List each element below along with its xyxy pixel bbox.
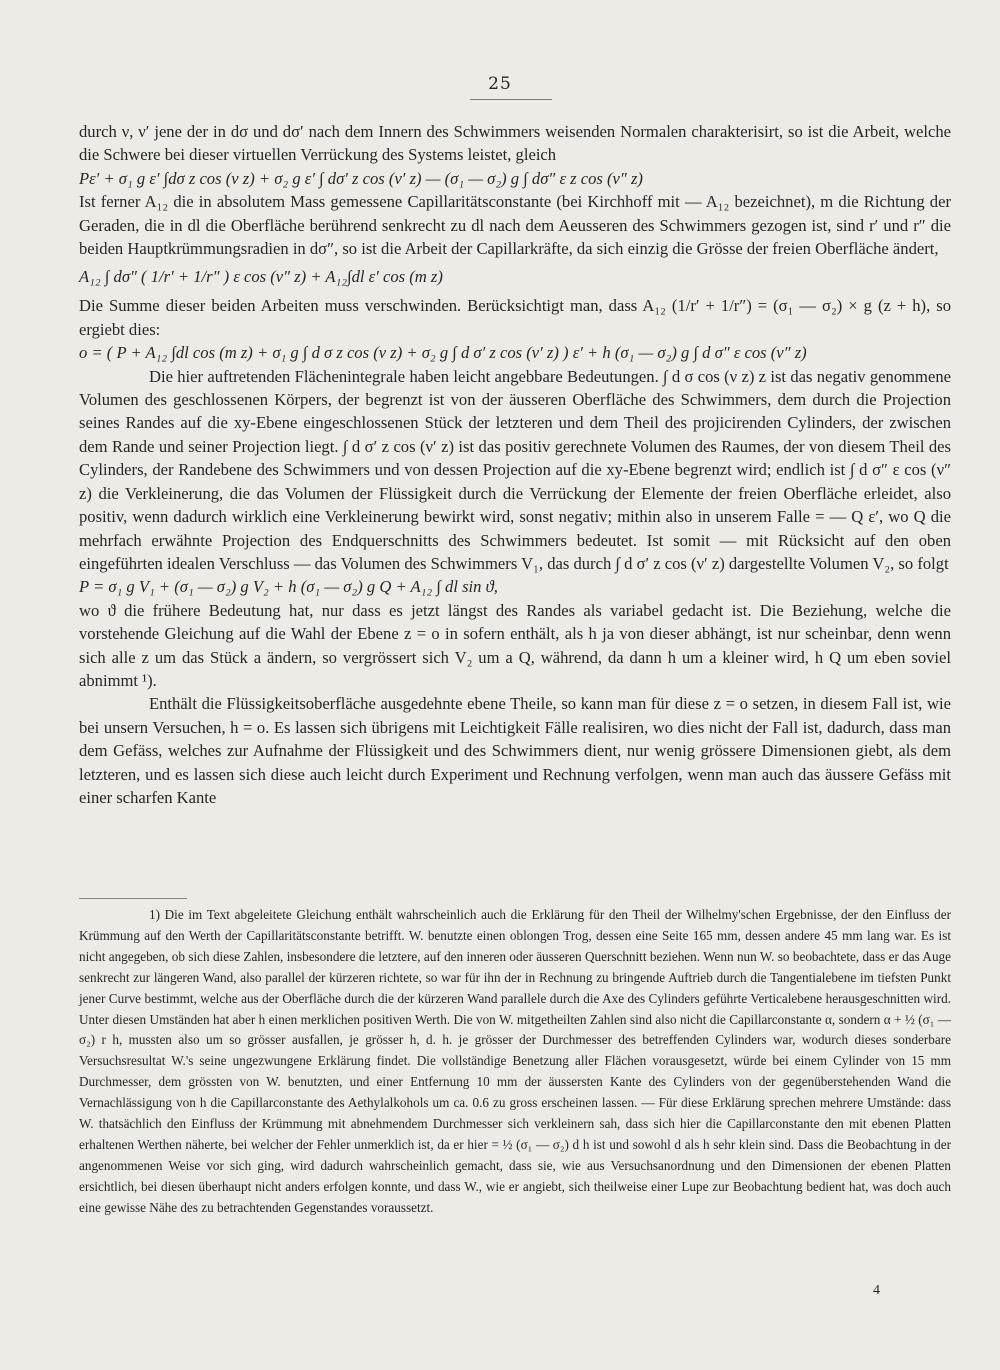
page-number: 25 xyxy=(488,74,512,94)
paragraph-3: Die Summe dieser beiden Arbeiten muss verschwinden. Berücksichtigt man, dass A₁₂ (1/r′ + 1/r″) = (σ₁ — σ₂) × g (z + h), so ergiebt dies: xyxy=(79,296,951,339)
footnote-1: 1) Die im Text abgeleitete Gleichung enthält wahrscheinlich auch die Erklärung für den Theil der Wilhelmy'schen Ergebnisse, der den Einfluss der Krümmung auf den Werth der Capillaritätsconstante betrifft. W. benutzte einen oblongen Trog, dessen eine Seite 165 mm, dessen andere 45 mm lang war. Es ist nicht angegeben, ob sich diese Zahlen, insbesondere die letztere, auf den inneren oder äusseren Querschnitt beziehen. Wenn nun W. so beobachtete, dass er das Auge senkrecht zur längeren Wand, also parallel der kürzeren richtete, so war für ihn der in Rechnung zu bringende Auftrieb durch die Tangentialebene im tiefsten Punkt jener Curve bestimmt, welche aus der Oberfläche durch die der kürzeren Wand parallele durch die Axe des Cylinders geführte Verticalebene herausgeschnitten wird. Unter diesen Umständen hat aber h einen merklichen positiven Werth. Die von W. mitgetheilten Zahlen sind also nicht die Capillarconstante α, sondern α + ½ (σ₁ — σ₂) r h, mussten also um so grösser ausfallen, je grösser h, d. h. je grösser der Durchmesser des betreffenden Cylinders war, wodurch dieses sonderbare Versuchsresultat W.'s seine ungezwungene Erklärung findet. Die vollständige Benetzung aller Flächen vorausgesetzt, würde bei einem Cylinder von 15 mm Durchmesser, dem grössten von W. benutzten, und einer Entfernung 10 mm der äussersten Kante des Cylinders von der gegenüberstehenden Wand die Vernachlässigung von h die Capillarconstante des Aethylalkohols um ca. 0.6 zu gross erscheinen lassen. — Für diese Erklärung sprechen mehrere Umstände: dass W. thatsächlich den Einfluss der Krümmung mit abnehmendem Durchmesser sich verkleinern sah, dass sich hier die Capillarconstante den mit ebenen Platten erhaltenen Werthen näherte, bei welcher der Fehler unmerklich ist, da er hier = ½ (σ₁ — σ₂) d h ist und sowohl d als h sehr klein sind. Dass die Beobachtung in der angenommenen Weise vor sich ging, wird dadurch wahrscheinlich gemacht, dass sie, wie aus Versuchsanordnung und den Dimensionen der ebenen Platten ersichtlich, bei diesen überhaupt nicht anders erfolgen konnte, und dass W., wie er angiebt, sich theilweise einer Lupe zur Beobachtung bedient hat, was doch auch eine gewisse Nähe des zu betrachtenden Gegenstandes voraussetzt. xyxy=(79,907,951,1215)
paragraph-1: durch ν, ν′ jene der in dσ und dσ′ nach dem Innern des Schwimmers weisenden Normalen charakterisirt, so ist die Arbeit, welche die Schwere bei dieser virtuellen Verrückung des Systems leistet, gleich xyxy=(79,122,951,165)
paragraph-5: wo ϑ die frühere Bedeutung hat, nur dass es jetzt längst des Randes als variabel gedacht ist. Die Beziehung, welche die vorstehende Gleichung auf die Wahl der Ebene z = o in sofern enthält, als h ja von dieser abhängt, ist nur scheinbar, denn wenn sich alle z um das Stück a ändern, so vergrössert sich V₂ um a Q, während, da dann h um a kleiner wird, h Q um eben soviel abnimmt ¹). xyxy=(79,600,951,690)
paragraph-4: Die hier auftretenden Flächenintegrale haben leicht angebbare Bedeutungen. ∫ d σ cos (ν z) z ist das negativ genommene Volumen des geschlossenen Körpers, der begrenzt ist von der äusseren Oberfläche des Schwimmers, dem durch die Projection seines Randes auf die xy-Ebene eingeschlossenen Stück der letzteren und dem Theil des projicirenden Cylinders, der zwischen dem Rande und seiner Projection liegt. ∫ d σ′ z cos (ν′ z) ist das positiv gerechnete Volumen des Raumes, der von diesem Theil des Cylinders, der Randebene des Schwimmers und von dessen Projection auf die xy-Ebene begrenzt wird; endlich ist ∫ d σ″ ε cos (ν″ z) die Verkleinerung, die das Volumen der Flüssigkeit durch die Verrückung der Elemente der freien Oberfläche erleidet, also positiv, wenn dadurch wirklich eine Verkleinerung bewirkt wird, sonst negativ; mithin also in unserem Falle = — Q ε′, wo Q die mehrfach erwähnte Projection des Endquerschnitts des Schwimmers bedeutet. Ist somit — mit Rücksicht auf den oben eingeführten idealen Verschluss — das Volumen des Schwimmers V₁, das durch ∫ d σ′ z cos (ν′ z) dargestellte Volumen V₂, so folgt xyxy=(79,366,951,573)
formula-capillary-work: A₁₂ ∫ dσ″ ( 1/r′ + 1/r″ ) ε cos (ν″ z) + A₁₂∫dl ε′ cos (m z) xyxy=(79,267,443,287)
paragraph-6: Enthält die Flüssigkeitsoberfläche ausgedehnte ebene Theile, so kann man für diese z = o setzen, in diesem Fall ist, wie bei unsern Versuchen, h = o. Es lassen sich übrigens mit Leichtigkeit Fälle realisiren, wo dies nicht der Fall ist, dadurch, dass man dem Gefäss, welches zur Aufnahme der Flüssigkeit und des Schwimmers dient, nur wenig grössere Dimensionen giebt, als dem letzteren, und es lassen sich diese auch leicht durch Experiment und Rechnung verfolgen, wenn man auch das äussere Gefäss mit einer scharfen Kante xyxy=(79,694,951,807)
formula-result: P = σ₁ g V₁ + (σ₁ — σ₂) g V₂ + h (σ₁ — σ₂) g Q + A₁₂ ∫ dl sin ϑ, xyxy=(79,577,498,597)
formula-equilibrium: o = ( P + A₁₂ ∫dl cos (m z) + σ₁ g ∫ d σ z cos (ν z) + σ₂ g ∫ d σ′ z cos (ν′ z) ) ε′ + h (σ₁ — σ₂) g ∫ d σ″ ε cos (ν″ z) xyxy=(79,343,807,363)
main-text xyxy=(79,120,951,809)
signature-mark: 4 xyxy=(873,1283,880,1298)
footnote-rule xyxy=(79,898,187,899)
formula-gravity-work: Pε′ + σ₁ g ε′ ∫dσ z cos (ν z) + σ₂ g ε′ ∫ dσ′ z cos (ν′ z) — (σ₁ — σ₂) g ∫ dσ″ ε z cos (ν″ z) xyxy=(79,168,643,188)
paragraph-2: Ist ferner A₁₂ die in absolutem Mass gemessene Capillaritätsconstante (bei Kirchhoff mit — A₁₂ bezeichnet), m die Richtung der Geraden, die in dl die Oberfläche berührend senkrecht zu dl nach dem Aeusseren des Schwimmers gezogen ist, sind r′ und r″ die beiden Hauptkrümmungsradien in dσ″, so ist die Arbeit der Capillarkräfte, da sich einzig die Grösse der freien Oberfläche ändert, xyxy=(79,192,951,259)
header-rule xyxy=(470,99,552,100)
